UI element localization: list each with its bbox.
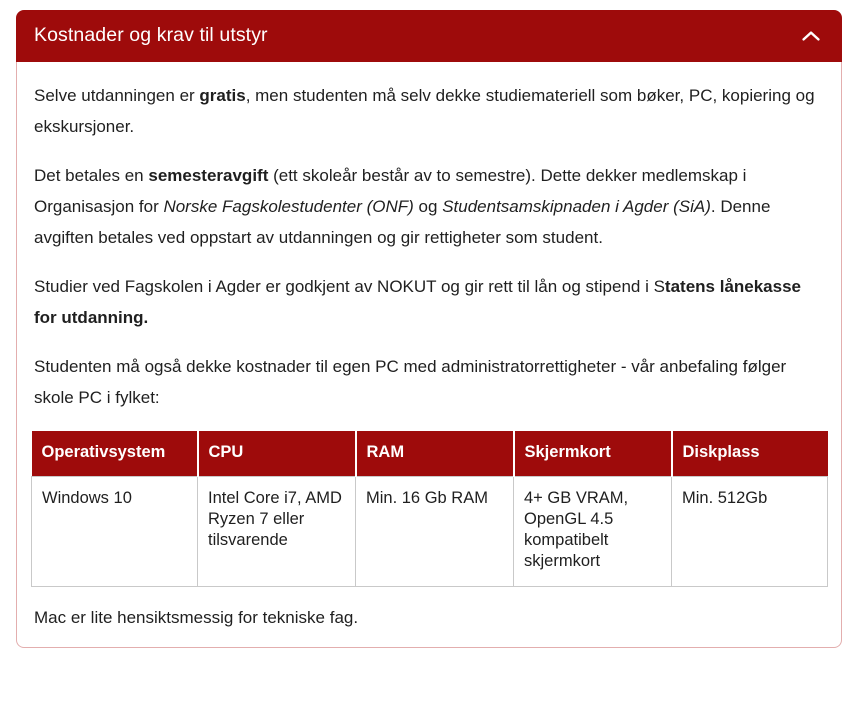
column-header-diskplass: Diskplass bbox=[672, 431, 828, 476]
p2-text-1: Det betales en bbox=[34, 166, 149, 185]
p1-text-2: , men studenten må selv dekke studiemateriell som bøker, PC, kopiering og ekskursjoner. bbox=[34, 86, 815, 136]
cell-skjermkort: 4+ GB VRAM, OpenGL 4.5 kompatibelt skjermkort bbox=[514, 476, 672, 586]
paragraph-pc-recommendation bbox=[31, 351, 827, 413]
column-header-ram: RAM bbox=[356, 431, 514, 476]
p3-bold-lanekassen: tatens lånekasse for utdanning. bbox=[34, 277, 802, 327]
p1-bold-gratis: gratis bbox=[199, 86, 246, 105]
accordion-collapse-button[interactable] bbox=[798, 23, 824, 49]
p2-text-2: (ett skoleår består av to semestre). Dette dekker medlemskap i Organisasjon for bbox=[34, 166, 747, 216]
p2-italic-sia: Studentsamskipnaden i Agder (SiA) bbox=[442, 197, 711, 216]
pc-requirements-table bbox=[31, 431, 828, 587]
accordion-title: Kostnader og krav til utstyr bbox=[34, 24, 268, 47]
cell-cpu: Intel Core i7, AMD Ryzen 7 eller tilsvarende bbox=[198, 476, 356, 586]
chevron-up-icon bbox=[802, 30, 820, 42]
paragraph-mac-note: Mac er lite hensiktsmessig for tekniske fag. bbox=[34, 607, 359, 627]
accordion-header-toggle[interactable] bbox=[16, 10, 842, 62]
p2-bold-semesteravgift: semesteravgift bbox=[148, 166, 269, 185]
p2-text-4: . Denne avgiften betales ved oppstart av utdanningen og gir rettigheter som student. bbox=[34, 197, 771, 247]
paragraph-nokut-loan bbox=[31, 271, 827, 333]
paragraph-costs-free bbox=[31, 80, 827, 142]
paragraph-semester-fee bbox=[31, 160, 827, 253]
table-row bbox=[32, 476, 828, 586]
p2-italic-onf: Norske Fagskolestudenter (ONF) bbox=[163, 197, 414, 216]
column-header-operativsystem: Operativsystem bbox=[32, 431, 198, 476]
accordion-card bbox=[16, 10, 842, 648]
p3-text-1: Studier ved Fagskolen i Agder er godkjent av NOKUT og gir rett til lån og stipend i S bbox=[34, 277, 665, 296]
cell-operativsystem: Windows 10 bbox=[32, 476, 198, 586]
accordion-body bbox=[16, 62, 842, 648]
column-header-cpu: CPU bbox=[198, 431, 356, 476]
p1-text-1: Selve utdanningen er bbox=[34, 86, 200, 105]
p2-text-3: og bbox=[413, 197, 443, 216]
table-header-row bbox=[32, 431, 828, 476]
cell-diskplass: Min. 512Gb bbox=[672, 476, 828, 586]
column-header-skjermkort: Skjermkort bbox=[514, 431, 672, 476]
cell-ram: Min. 16 Gb RAM bbox=[356, 476, 514, 586]
p4-text: Studenten må også dekke kostnader til egen PC med administratorrettigheter - vår anbefaling følger skole PC i fylket: bbox=[34, 357, 787, 407]
